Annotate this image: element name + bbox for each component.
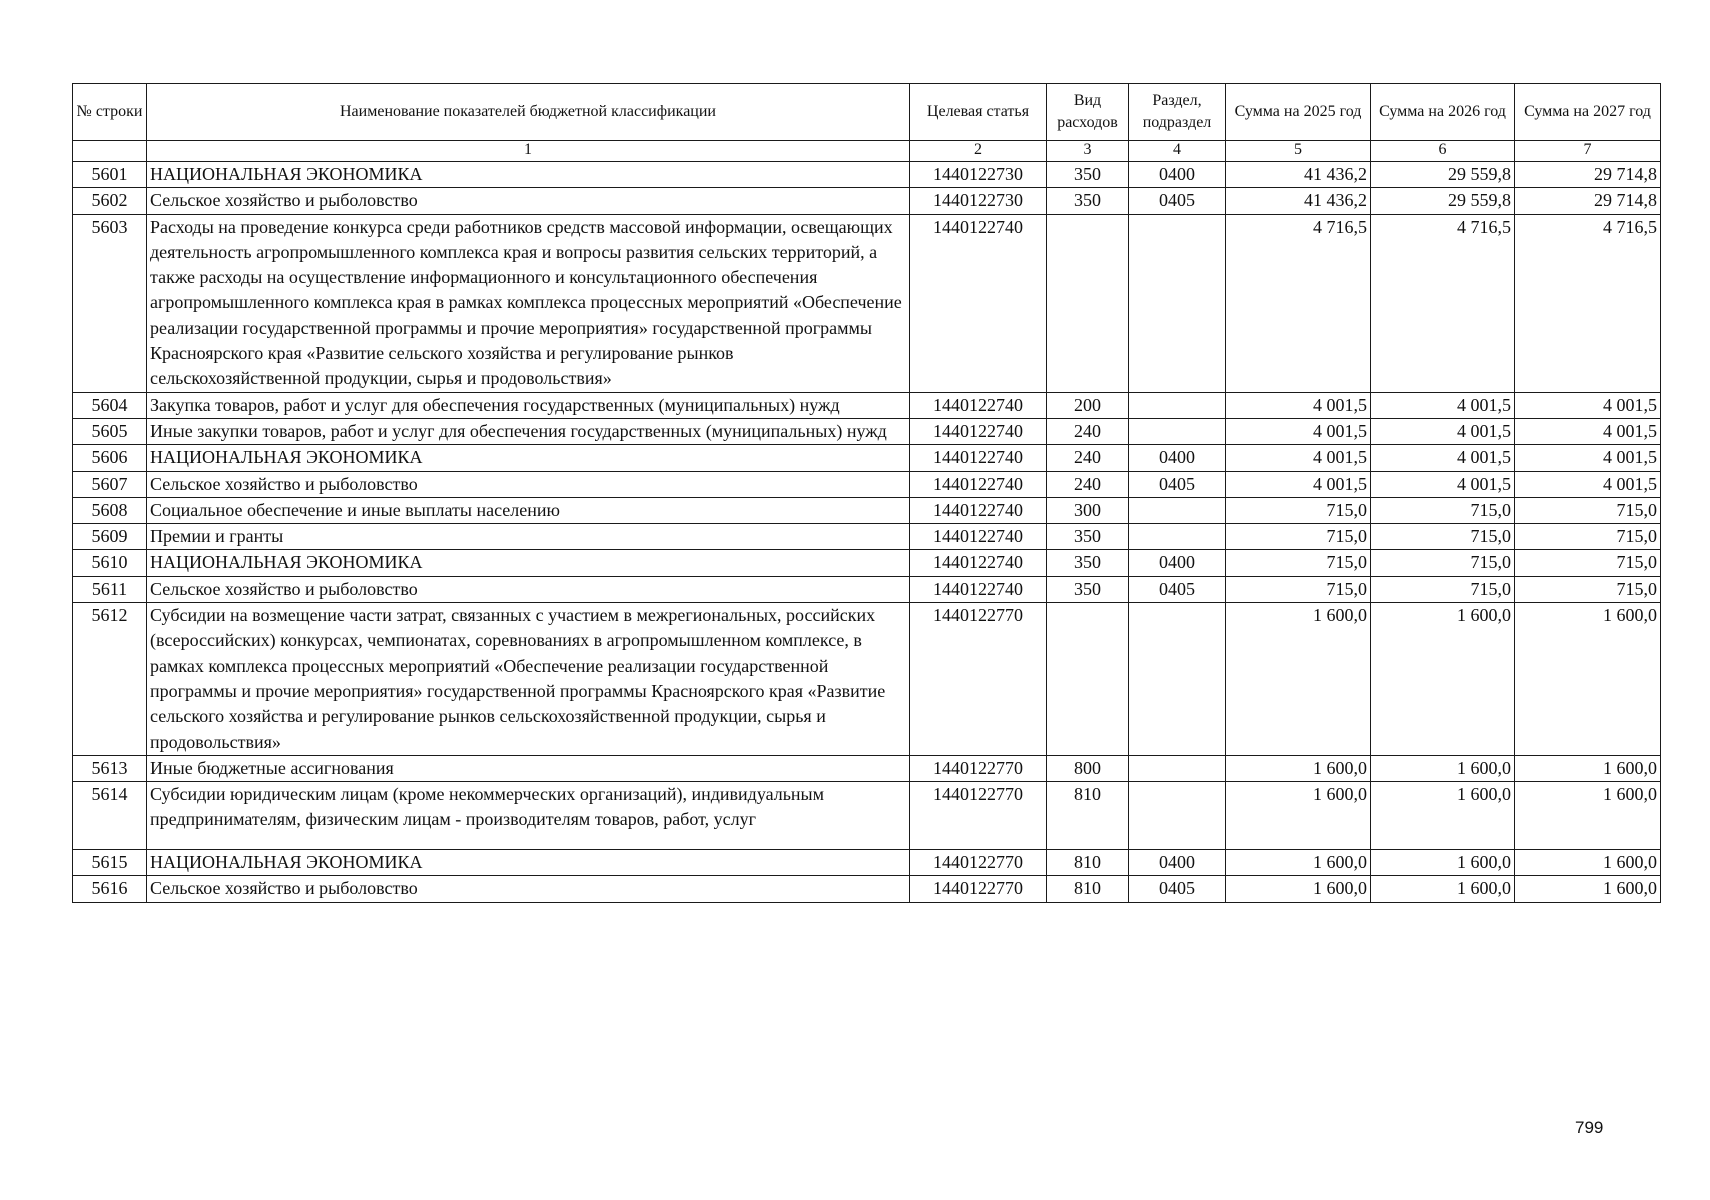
target-article-cell: 1440122770 [910, 782, 1047, 850]
section-cell [1129, 497, 1226, 523]
sum-2027-cell: 715,0 [1515, 550, 1661, 576]
header-sum-2025: Сумма на 2025 год [1226, 84, 1371, 141]
sum-2026-cell: 715,0 [1371, 550, 1515, 576]
sum-2025-cell: 4 001,5 [1226, 392, 1371, 418]
sum-2025-cell: 4 716,5 [1226, 214, 1371, 392]
expense-type-cell: 300 [1047, 497, 1129, 523]
sum-2025-cell: 4 001,5 [1226, 445, 1371, 471]
target-article-cell: 1440122740 [910, 550, 1047, 576]
row-number-cell: 5607 [73, 471, 147, 497]
indicator-name-cell: НАЦИОНАЛЬНАЯ ЭКОНОМИКА [147, 445, 910, 471]
table-header-row [73, 84, 1661, 141]
sum-2026-cell: 1 600,0 [1371, 755, 1515, 781]
indicator-name-cell: Сельское хозяйство и рыболовство [147, 876, 910, 902]
table-row [73, 550, 1661, 576]
sum-2026-cell: 1 600,0 [1371, 782, 1515, 850]
table-row [73, 471, 1661, 497]
target-article-cell: 1440122770 [910, 603, 1047, 756]
table-row [73, 497, 1661, 523]
row-number-cell: 5615 [73, 850, 147, 876]
sum-2027-cell: 715,0 [1515, 576, 1661, 602]
indicator-name-cell: Закупка товаров, работ и услуг для обеспечения государственных (муниципальных) нужд [147, 392, 910, 418]
table-row [73, 576, 1661, 602]
sum-2027-cell: 4 001,5 [1515, 471, 1661, 497]
section-cell [1129, 782, 1226, 850]
section-cell: 0405 [1129, 471, 1226, 497]
section-cell [1129, 392, 1226, 418]
table-row [73, 392, 1661, 418]
column-number: 4 [1129, 141, 1226, 162]
row-number-cell: 5605 [73, 418, 147, 444]
row-number-cell: 5614 [73, 782, 147, 850]
expense-type-cell: 810 [1047, 876, 1129, 902]
page-number: 799 [1575, 1118, 1604, 1137]
table-body [73, 141, 1661, 903]
sum-2026-cell: 715,0 [1371, 497, 1515, 523]
row-number-cell: 5604 [73, 392, 147, 418]
expense-type-cell: 350 [1047, 550, 1129, 576]
expense-type-cell [1047, 214, 1129, 392]
row-number-cell: 5602 [73, 188, 147, 214]
target-article-cell: 1440122730 [910, 188, 1047, 214]
row-number-cell: 5603 [73, 214, 147, 392]
sum-2027-cell: 715,0 [1515, 497, 1661, 523]
row-number-cell: 5609 [73, 524, 147, 550]
sum-2027-cell: 1 600,0 [1515, 850, 1661, 876]
row-number-cell: 5616 [73, 876, 147, 902]
sum-2027-cell: 4 001,5 [1515, 418, 1661, 444]
column-number-row [73, 141, 1661, 162]
target-article-cell: 1440122740 [910, 214, 1047, 392]
sum-2027-cell: 4 001,5 [1515, 392, 1661, 418]
target-article-cell: 1440122740 [910, 392, 1047, 418]
target-article-cell: 1440122730 [910, 162, 1047, 188]
row-number-cell: 5612 [73, 603, 147, 756]
sum-2026-cell: 4 001,5 [1371, 445, 1515, 471]
row-number-cell: 5601 [73, 162, 147, 188]
target-article-cell: 1440122770 [910, 876, 1047, 902]
sum-2026-cell: 1 600,0 [1371, 850, 1515, 876]
indicator-name-cell: Сельское хозяйство и рыболовство [147, 471, 910, 497]
table-row [73, 755, 1661, 781]
sum-2027-cell: 1 600,0 [1515, 876, 1661, 902]
section-cell: 0400 [1129, 850, 1226, 876]
section-cell: 0400 [1129, 445, 1226, 471]
sum-2025-cell: 1 600,0 [1226, 850, 1371, 876]
indicator-name-cell: Расходы на проведение конкурса среди работников средств массовой информации, освещающих деятельность агропромышленного комплекса края и вопросы развития сельских территорий, а также расходы на осуществление информационного и консультационного обеспечения агропромышленного комплекса края в рамках комплекса процессных мероприятий «Обеспечение реализации государственной программы и прочие мероприятия» государственной программы Красноярского края «Развитие сельского хозяйства и регулирование рынков сельскохозяйственной продукции, сырья и продовольствия» [147, 214, 910, 392]
expense-type-cell: 240 [1047, 445, 1129, 471]
expense-type-cell: 350 [1047, 524, 1129, 550]
expense-type-cell: 240 [1047, 418, 1129, 444]
indicator-name-cell: Субсидии на возмещение части затрат, связанных с участием в межрегиональных, российских (всероссийских) конкурсах, чемпионатах, соревнованиях в агропромышленном комплексе, в рамках комплекса процессных мероприятий «Обеспечение реализации государственной программы и прочие мероприятия» государственной программы Красноярского края «Развитие сельского хозяйства и регулирование рынков сельскохозяйственной продукции, сырья и продовольствия» [147, 603, 910, 756]
sum-2026-cell: 1 600,0 [1371, 603, 1515, 756]
sum-2025-cell: 1 600,0 [1226, 876, 1371, 902]
table-row [73, 214, 1661, 392]
expense-type-cell: 350 [1047, 188, 1129, 214]
indicator-name-cell: Сельское хозяйство и рыболовство [147, 188, 910, 214]
header-sum-2027: Сумма на 2027 год [1515, 84, 1661, 141]
sum-2026-cell: 1 600,0 [1371, 876, 1515, 902]
expense-type-cell: 240 [1047, 471, 1129, 497]
section-cell: 0405 [1129, 876, 1226, 902]
table-row [73, 418, 1661, 444]
target-article-cell: 1440122740 [910, 471, 1047, 497]
column-number: 3 [1047, 141, 1129, 162]
column-number: 5 [1226, 141, 1371, 162]
expense-type-cell: 350 [1047, 162, 1129, 188]
sum-2027-cell: 1 600,0 [1515, 755, 1661, 781]
expense-type-cell: 200 [1047, 392, 1129, 418]
table-row [73, 782, 1661, 850]
header-name: Наименование показателей бюджетной классификации [147, 84, 910, 141]
target-article-cell: 1440122740 [910, 497, 1047, 523]
sum-2025-cell: 41 436,2 [1226, 162, 1371, 188]
row-number-cell: 5611 [73, 576, 147, 602]
row-number-cell: 5608 [73, 497, 147, 523]
sum-2025-cell: 715,0 [1226, 550, 1371, 576]
section-cell [1129, 214, 1226, 392]
sum-2025-cell: 1 600,0 [1226, 755, 1371, 781]
indicator-name-cell: Сельское хозяйство и рыболовство [147, 576, 910, 602]
section-cell [1129, 755, 1226, 781]
expense-type-cell: 810 [1047, 782, 1129, 850]
section-cell: 0400 [1129, 550, 1226, 576]
sum-2027-cell: 29 714,8 [1515, 162, 1661, 188]
indicator-name-cell: Субсидии юридическим лицам (кроме некоммерческих организаций), индивидуальным предпринимателям, физическим лицам - производителям товаров, работ, услуг [147, 782, 910, 850]
table-row [73, 445, 1661, 471]
expense-type-cell: 350 [1047, 576, 1129, 602]
target-article-cell: 1440122740 [910, 576, 1047, 602]
sum-2025-cell: 41 436,2 [1226, 188, 1371, 214]
sum-2025-cell: 1 600,0 [1226, 782, 1371, 850]
sum-2027-cell: 1 600,0 [1515, 782, 1661, 850]
header-razdel: Раздел, подраздел [1129, 84, 1226, 141]
header-sum-2026: Сумма на 2026 год [1371, 84, 1515, 141]
sum-2026-cell: 4 001,5 [1371, 392, 1515, 418]
budget-table [72, 83, 1661, 903]
indicator-name-cell: НАЦИОНАЛЬНАЯ ЭКОНОМИКА [147, 850, 910, 876]
expense-type-cell: 810 [1047, 850, 1129, 876]
header-target: Целевая статья [910, 84, 1047, 141]
sum-2026-cell: 715,0 [1371, 576, 1515, 602]
indicator-name-cell: Премии и гранты [147, 524, 910, 550]
sum-2026-cell: 4 001,5 [1371, 471, 1515, 497]
column-number-blank [73, 141, 147, 162]
table-row [73, 524, 1661, 550]
row-number-cell: 5613 [73, 755, 147, 781]
sum-2027-cell: 1 600,0 [1515, 603, 1661, 756]
target-article-cell: 1440122770 [910, 850, 1047, 876]
sum-2027-cell: 4 716,5 [1515, 214, 1661, 392]
section-cell: 0400 [1129, 162, 1226, 188]
indicator-name-cell: Социальное обеспечение и иные выплаты населению [147, 497, 910, 523]
sum-2026-cell: 29 559,8 [1371, 188, 1515, 214]
indicator-name-cell: НАЦИОНАЛЬНАЯ ЭКОНОМИКА [147, 550, 910, 576]
sum-2026-cell: 4 001,5 [1371, 418, 1515, 444]
table-row [73, 188, 1661, 214]
sum-2027-cell: 4 001,5 [1515, 445, 1661, 471]
target-article-cell: 1440122770 [910, 755, 1047, 781]
expense-type-cell [1047, 603, 1129, 756]
indicator-name-cell: Иные закупки товаров, работ и услуг для обеспечения государственных (муниципальных) нужд [147, 418, 910, 444]
indicator-name-cell: НАЦИОНАЛЬНАЯ ЭКОНОМИКА [147, 162, 910, 188]
table-row [73, 162, 1661, 188]
header-num: № строки [73, 84, 147, 141]
column-number: 7 [1515, 141, 1661, 162]
column-number: 2 [910, 141, 1047, 162]
section-cell [1129, 524, 1226, 550]
sum-2027-cell: 715,0 [1515, 524, 1661, 550]
sum-2025-cell: 715,0 [1226, 576, 1371, 602]
sum-2025-cell: 1 600,0 [1226, 603, 1371, 756]
indicator-name-cell: Иные бюджетные ассигнования [147, 755, 910, 781]
section-cell [1129, 418, 1226, 444]
target-article-cell: 1440122740 [910, 445, 1047, 471]
sum-2025-cell: 4 001,5 [1226, 471, 1371, 497]
section-cell: 0405 [1129, 188, 1226, 214]
sum-2026-cell: 29 559,8 [1371, 162, 1515, 188]
section-cell: 0405 [1129, 576, 1226, 602]
sum-2026-cell: 715,0 [1371, 524, 1515, 550]
header-vid: Вид расходов [1047, 84, 1129, 141]
target-article-cell: 1440122740 [910, 418, 1047, 444]
section-cell [1129, 603, 1226, 756]
target-article-cell: 1440122740 [910, 524, 1047, 550]
sum-2025-cell: 715,0 [1226, 497, 1371, 523]
column-number: 1 [147, 141, 910, 162]
row-number-cell: 5606 [73, 445, 147, 471]
row-number-cell: 5610 [73, 550, 147, 576]
table-row [73, 876, 1661, 902]
sum-2025-cell: 4 001,5 [1226, 418, 1371, 444]
expense-type-cell: 800 [1047, 755, 1129, 781]
column-number: 6 [1371, 141, 1515, 162]
table-row [73, 850, 1661, 876]
sum-2025-cell: 715,0 [1226, 524, 1371, 550]
sum-2026-cell: 4 716,5 [1371, 214, 1515, 392]
table-row [73, 603, 1661, 756]
sum-2027-cell: 29 714,8 [1515, 188, 1661, 214]
